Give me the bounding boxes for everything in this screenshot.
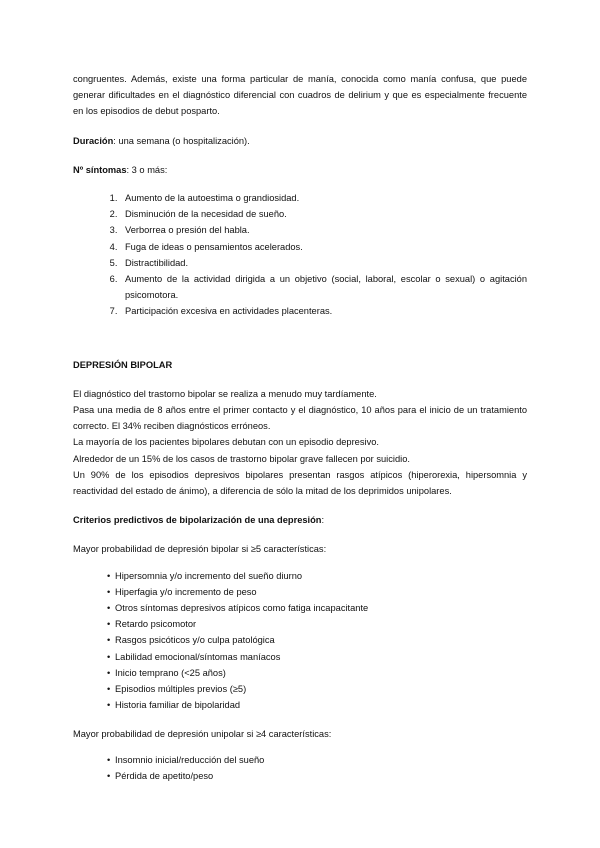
- bipolar-criteria-intro: Mayor probabilidad de depresión bipolar si ≥5 características:: [73, 544, 327, 555]
- bipolar-feature-item: • Hipersomnia y/o incremento del sueño diurno: [107, 568, 527, 584]
- duration-value: : una semana (o hospitalización).: [113, 135, 250, 146]
- symptom-count-value: : 3 o más:: [126, 164, 168, 175]
- bipolar-feature-item: • Otros síntomas depresivos atípicos como fatiga incapacitante: [107, 600, 527, 616]
- unipolar-feature-item: • Pérdida de apetito/peso: [107, 768, 527, 784]
- unipolar-feature-list: [73, 752, 527, 784]
- section-title-text: DEPRESIÓN BIPOLAR: [73, 359, 173, 370]
- symptom-item: 1. Aumento de la autoestima o grandiosidad.: [120, 190, 527, 206]
- symptom-item: 2. Disminución de la necesidad de sueño.: [120, 206, 527, 222]
- bipolar-feature-item: • Labilidad emocional/síntomas maníacos: [107, 649, 527, 665]
- symptom-item: 5. Distractibilidad.: [120, 255, 527, 271]
- criteria-heading: [73, 512, 527, 528]
- symptom-item: 3. Verborrea o presión del habla.: [120, 222, 527, 238]
- bipolar-feature-item: • Retardo psicomotor: [107, 616, 527, 632]
- bipolar-feature-item: • Rasgos psicóticos y/o culpa patológica: [107, 632, 527, 648]
- bipolar-feature-item: • Episodios múltiples previos (≥5): [107, 681, 527, 697]
- intro-paragraph: congruentes. Además, existe una forma particular de manía, conocida como manía confusa, que puede generar dificultades en el diagnóstico diferencial con cuadros de delirium y que es especialmente frecuente en los episodios de debut posparto.: [73, 74, 527, 117]
- symptom-list: [73, 190, 527, 320]
- symptom-count-label: Nº síntomas: [73, 164, 127, 175]
- bipolar-feature-item: • Historia familiar de bipolaridad: [107, 697, 527, 713]
- bipolar-line: La mayoría de los pacientes bipolares debutan con un episodio depresivo.: [73, 437, 379, 448]
- symptom-item: 7. Participación excesiva en actividades placenteras.: [120, 303, 527, 319]
- bipolar-line: El diagnóstico del trastorno bipolar se realiza a menudo muy tardíamente.: [73, 388, 377, 399]
- unipolar-feature-item: • Insomnio inicial/reducción del sueño: [107, 752, 527, 768]
- bipolar-feature-item: • Inicio temprano (<25 años): [107, 665, 527, 681]
- symptom-item: 4. Fuga de ideas o pensamientos acelerados.: [120, 239, 527, 255]
- bipolar-line: Alrededor de un 15% de los casos de trastorno bipolar grave fallecen por suicidio.: [73, 453, 410, 464]
- duration-line: [73, 133, 527, 149]
- bipolar-feature-item: • Hiperfagia y/o incremento de peso: [107, 584, 527, 600]
- section-title: [73, 357, 527, 373]
- criteria-heading-colon: :: [321, 515, 325, 526]
- unipolar-criteria-intro: Mayor probabilidad de depresión unipolar si ≥4 características:: [73, 728, 332, 739]
- bipolar-feature-list: [73, 568, 527, 714]
- bipolar-line: Pasa una media de 8 años entre el primer contacto y el diagnóstico, 10 años para el inicio de un tratamiento correcto. El 34% reciben diagnósticos erróneos.: [73, 405, 527, 432]
- symptom-item: 6. Aumento de la actividad dirigida a un objetivo (social, laboral, escolar o sexual) o agitación psicomotora.: [120, 271, 527, 303]
- symptom-count-line: [73, 162, 527, 178]
- duration-label: Duración: [73, 135, 114, 146]
- bipolar-line: Un 90% de los episodios depresivos bipolares presentan rasgos atípicos (hiperorexia, hipersomnia y reactividad del estado de ánimo), a diferencia de sólo la mitad de los deprimidos unipolares.: [73, 469, 527, 497]
- criteria-heading-text: Criterios predictivos de bipolarización de una depresión: [73, 515, 322, 526]
